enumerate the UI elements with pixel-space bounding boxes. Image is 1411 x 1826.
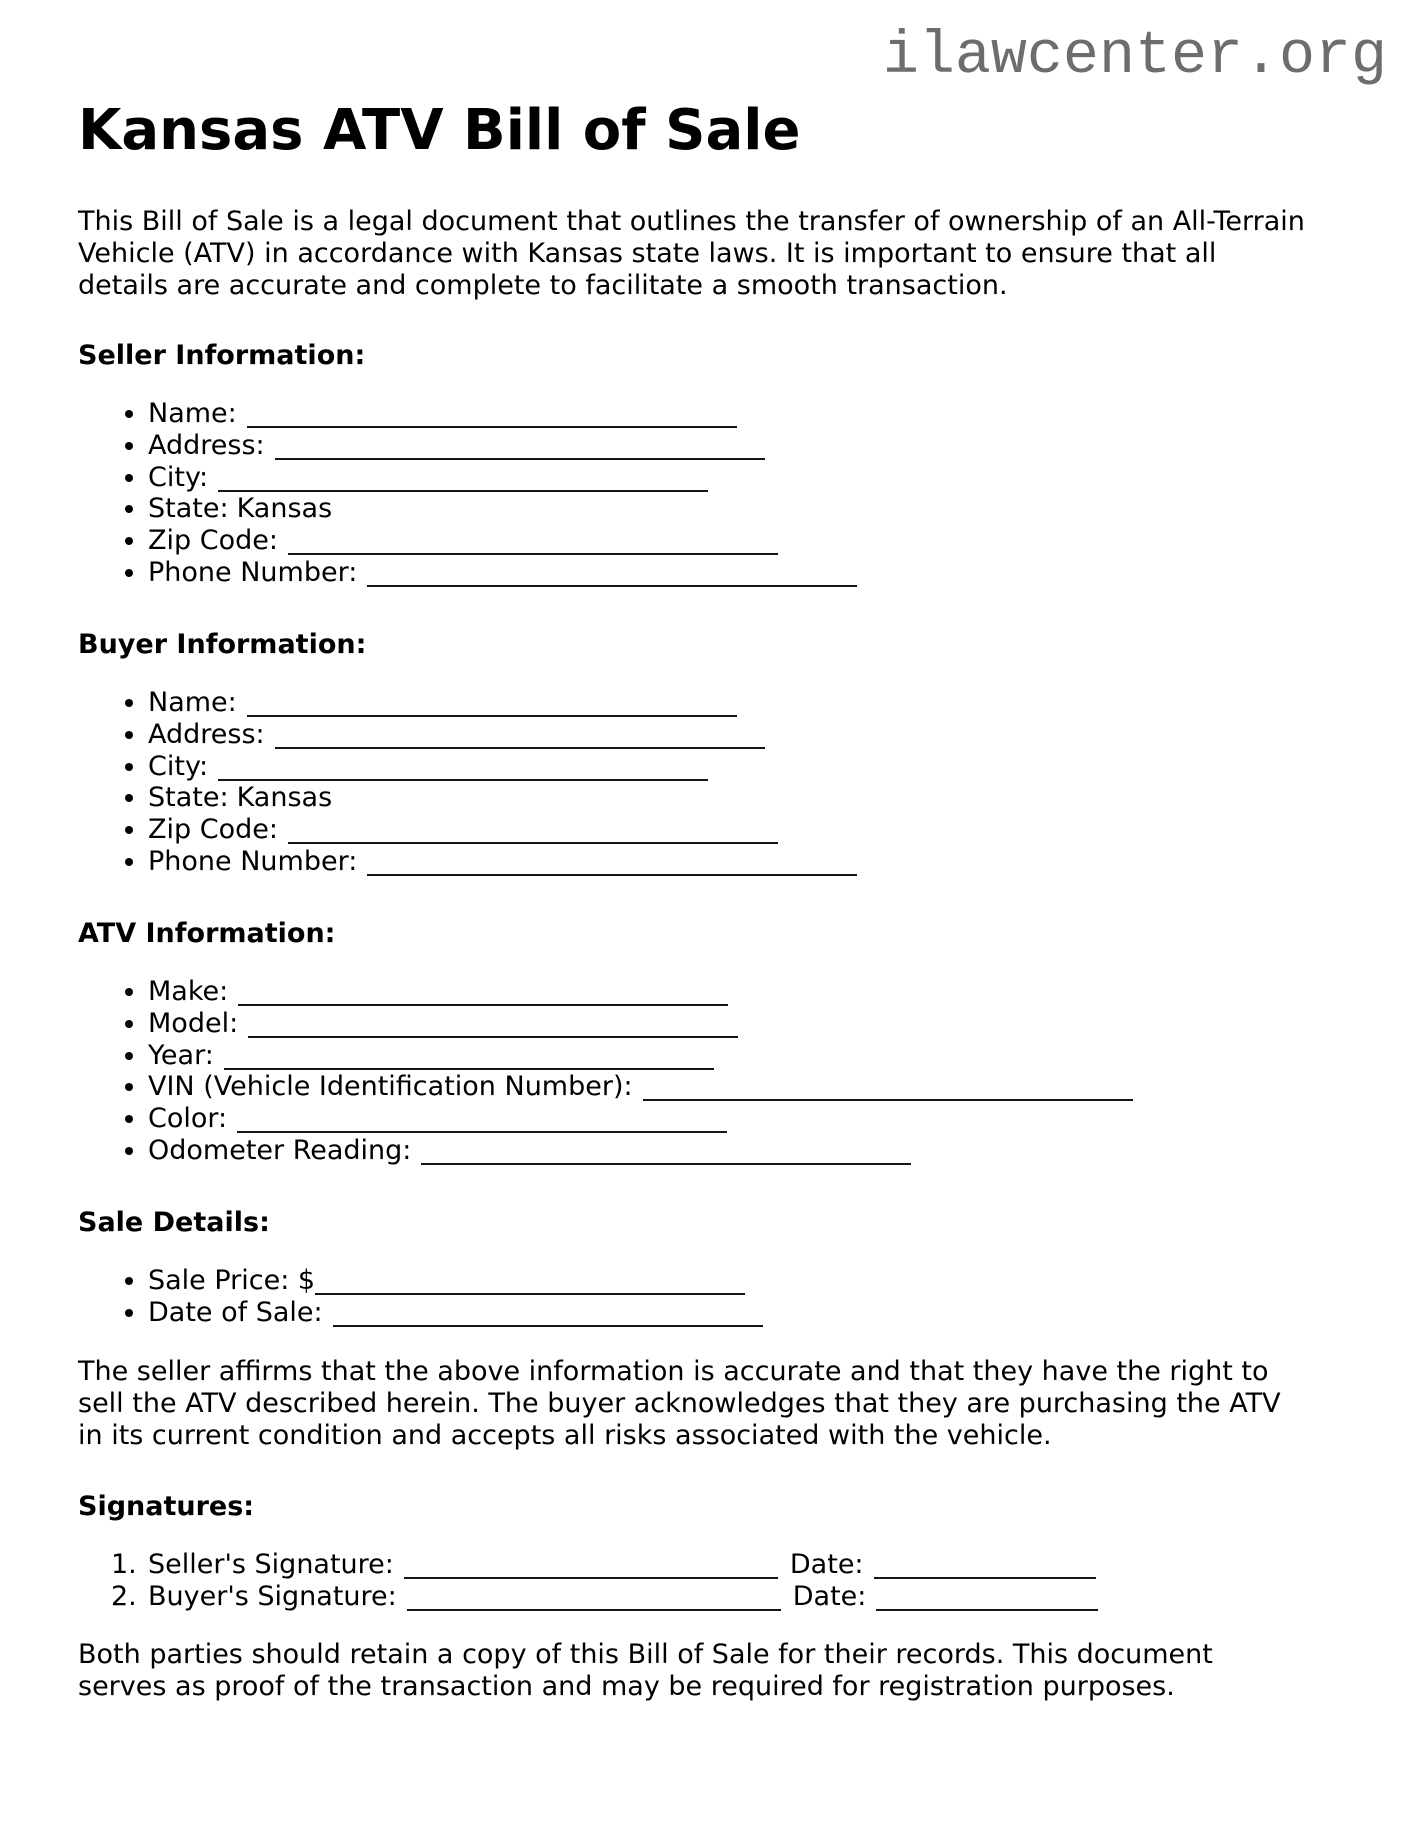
list-item: [148, 430, 857, 462]
list-item: [148, 782, 857, 814]
section-heading-buyer: Buyer Information:: [78, 629, 367, 660]
section-heading-atv: ATV Information:: [78, 918, 336, 949]
date-label: Date:: [792, 1580, 867, 1612]
item-label: State:: [148, 782, 229, 814]
item-label: Year:: [148, 1039, 214, 1071]
blank-line: [247, 693, 737, 717]
list-item: [148, 846, 857, 878]
blank-line: [315, 1271, 745, 1295]
atv-fields-list: [78, 976, 1133, 1167]
blank-line: [288, 820, 778, 844]
blank-line: [238, 982, 728, 1006]
intro-line: details are accurate and complete to facilitate a smooth transaction.: [78, 269, 1008, 301]
list-item: [148, 1103, 1133, 1135]
item-label: Date of Sale:: [148, 1296, 323, 1328]
blank-line: [275, 436, 765, 460]
date-blank-line: [876, 1587, 1098, 1611]
item-label: Phone Number:: [148, 556, 358, 588]
list-item: [148, 493, 857, 525]
affirmation-paragraph: [78, 1356, 1338, 1451]
list-item: [148, 557, 857, 589]
affirmation-line: sell the ATV described herein. The buyer acknowledges that they are purchasing the ATV: [78, 1387, 1281, 1419]
affirmation-line: The seller affirms that the above information is accurate and that they have the right to: [78, 1356, 1269, 1387]
signature-number: 1.: [111, 1549, 137, 1580]
page-title: Kansas ATV Bill of Sale: [78, 98, 801, 163]
item-label: Name:: [148, 687, 237, 718]
blank-line: [367, 563, 857, 587]
blank-line: [275, 725, 765, 749]
section-heading-signatures: Signatures:: [78, 1491, 255, 1522]
blank-line: [224, 1046, 714, 1070]
list-item: [148, 814, 857, 846]
list-item: [148, 525, 857, 557]
item-label: City:: [148, 750, 209, 782]
signature-blank-line: [404, 1555, 778, 1579]
item-label: Make:: [148, 976, 229, 1007]
signature-label: Buyer's Signature:: [148, 1580, 397, 1612]
item-value: Kansas: [236, 782, 333, 814]
blank-line: [333, 1303, 763, 1327]
list-item: [148, 398, 857, 430]
blank-line: [247, 404, 737, 428]
item-label: Zip Code:: [148, 525, 278, 557]
list-item: [148, 1265, 763, 1297]
item-label: State:: [148, 493, 229, 525]
blank-line: [237, 1109, 727, 1133]
list-item: [148, 751, 857, 783]
list-item: [148, 462, 857, 494]
section-heading-sale-details: Sale Details:: [78, 1207, 270, 1238]
sale-details-list: [78, 1265, 763, 1329]
blank-line: [643, 1077, 1133, 1101]
signature-row: [111, 1581, 1098, 1613]
footer-paragraph: [78, 1639, 1338, 1703]
intro-line: Vehicle (ATV) in accordance with Kansas state laws. It is important to ensure that all: [78, 237, 1217, 269]
footer-line: serves as proof of the transaction and may be required for registration purposes.: [78, 1670, 1175, 1702]
seller-fields-list: [78, 398, 857, 589]
item-label: Color:: [148, 1103, 228, 1135]
item-label: Odometer Reading:: [148, 1134, 412, 1166]
blank-line: [288, 531, 778, 555]
item-label: VIN (Vehicle Identification Number):: [148, 1071, 633, 1103]
signature-number: 2.: [111, 1580, 137, 1612]
footer-line: Both parties should retain a copy of this Bill of Sale for their records. This document: [78, 1639, 1213, 1670]
list-item: [148, 1008, 1133, 1040]
item-label: Zip Code:: [148, 814, 278, 846]
list-item: [148, 1071, 1133, 1103]
blank-line: [421, 1141, 911, 1165]
blank-line: [218, 468, 708, 492]
date-label: Date:: [789, 1549, 864, 1580]
item-label: Phone Number:: [148, 845, 358, 877]
list-item: [148, 1040, 1133, 1072]
signature-row: [111, 1549, 1098, 1581]
item-label: Model:: [148, 1007, 239, 1039]
list-item: [148, 976, 1133, 1008]
buyer-fields-list: [78, 687, 857, 878]
intro-line: This Bill of Sale is a legal document that outlines the transfer of ownership of an All-Terrain: [78, 206, 1305, 237]
list-item: [148, 687, 857, 719]
watermark-logo: ilawcenter.org: [882, 23, 1387, 91]
list-item: [148, 1135, 1133, 1167]
signature-label: Seller's Signature:: [148, 1549, 394, 1580]
item-label: City:: [148, 461, 209, 493]
blank-line: [367, 852, 857, 876]
signature-blank-line: [407, 1587, 781, 1611]
item-label: Address:: [148, 429, 265, 461]
blank-line: [248, 1014, 738, 1038]
list-item: [148, 1297, 763, 1329]
item-label: Address:: [148, 718, 265, 750]
item-label: Name:: [148, 398, 237, 429]
item-label: Sale Price: $: [148, 1265, 316, 1296]
list-item: [148, 719, 857, 751]
signatures-list: [78, 1549, 1098, 1613]
item-value: Kansas: [236, 493, 333, 525]
section-heading-seller: Seller Information:: [78, 340, 366, 371]
blank-line: [218, 757, 708, 781]
date-blank-line: [874, 1555, 1096, 1579]
affirmation-line: in its current condition and accepts all risks associated with the vehicle.: [78, 1419, 1052, 1451]
intro-paragraph: [78, 206, 1338, 301]
